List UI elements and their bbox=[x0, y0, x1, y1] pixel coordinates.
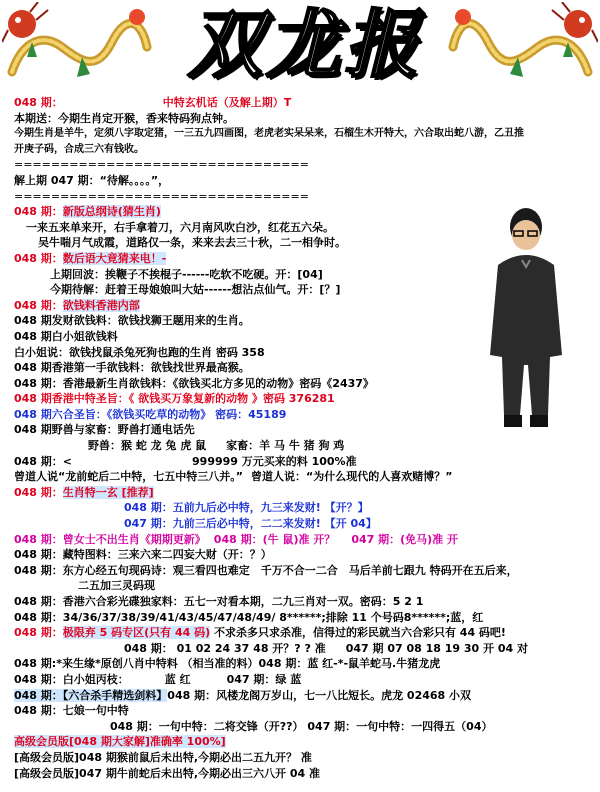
text-segment: 048 期：五前九后必中特，九三来发财! 【开？】 bbox=[124, 501, 369, 515]
text-line bbox=[14, 563, 594, 579]
text-line bbox=[14, 126, 594, 142]
text-segment: 048 期：【六合杀手精选剑料】 bbox=[14, 688, 168, 702]
dragon-left-icon bbox=[2, 2, 152, 90]
text-segment: 048 期香港第一手欲钱料：欲钱找世界最高猴。 bbox=[14, 361, 250, 375]
text-segment: 曾道人说：“为什么现代的人喜欢赌博？” bbox=[250, 470, 453, 484]
text-segment: 048 期：(牛 鼠)准 开？ bbox=[213, 532, 336, 546]
text-segment: 048 期发财欲钱料：欲钱找狮王题用来的生肖。 bbox=[14, 314, 250, 328]
text-segment: 白小姐说：欲钱找鼠杀兔死狗也跑的生肖 密码 358 bbox=[14, 345, 265, 359]
text-line bbox=[14, 578, 594, 594]
text-line bbox=[14, 485, 594, 501]
text-segment: 中特玄机话（及解上期）T bbox=[162, 96, 292, 109]
text-line bbox=[14, 547, 594, 563]
dragon-right-icon bbox=[448, 2, 598, 90]
text-segment: 048 期香港中特圣旨：《 欲钱买万象复新的动物 》密码 376281 bbox=[14, 392, 335, 406]
text-line bbox=[14, 95, 594, 111]
text-line bbox=[14, 500, 594, 516]
text-segment: 048 期： bbox=[14, 205, 63, 219]
man-portrait-icon bbox=[478, 205, 573, 450]
text-line bbox=[14, 516, 594, 532]
text-segment: 今期待解：赶着王母娘娘叫大姑------想沾点仙气。开：[？] bbox=[50, 283, 341, 297]
text-line bbox=[14, 142, 594, 158]
text-segment: 今期生肖是羊牛，定须八字取定猪，一三五九四画图，老虎老实呆呆来，石榴生木开特大，六合取出蛇八游，乙丑推 bbox=[14, 128, 524, 140]
text-segment: 048 期： bbox=[14, 298, 63, 312]
text-segment: 家畜：羊 马 牛 猪 狗 鸡 bbox=[226, 439, 345, 453]
text-line bbox=[14, 189, 594, 205]
text-line bbox=[14, 157, 594, 173]
text-line bbox=[14, 532, 594, 548]
text-segment: 蓝 红 bbox=[164, 672, 191, 686]
text-line bbox=[14, 734, 594, 750]
text-line bbox=[14, 641, 594, 657]
text-segment: 048 期：香港最新生肖欲钱料：《欲钱买北方多见的动物》密码《2437》 bbox=[14, 376, 374, 390]
text-line bbox=[14, 625, 594, 641]
page-header bbox=[0, 0, 600, 95]
text-segment: 048 期：风楼龙阁万岁山，七一八比短长。虎龙 02468 小双 bbox=[167, 688, 472, 702]
text-segment: 数后语大竟猜来电！- bbox=[62, 251, 167, 265]
text-segment: [高级会员版]048 期猴前鼠后未出特,今期必出二五九开？ 准 bbox=[14, 750, 312, 764]
text-segment: 048 期：七娘一句中特 bbox=[14, 704, 129, 718]
text-line bbox=[14, 719, 594, 735]
text-segment: 048 期： 01 02 24 37 48 开？? ? 准 bbox=[124, 641, 326, 655]
text-segment: 048 期：34/36/37/38/39/41/43/45/47/48/49/ 8******;排除 11 个号码8******;蓝，红 bbox=[14, 610, 484, 624]
text-segment: 048 期：香港六合彩光碟独家料：五七一对看本期，二九三肖对一双。密码：5 2 1 bbox=[14, 595, 424, 608]
page-title: 双龙报 bbox=[188, 2, 422, 88]
text-segment: 048 期六合圣旨：《欲钱买吃草的动物》 密码：45189 bbox=[14, 407, 287, 421]
text-segment: 048 期:*来生缘*原创八肖中特料 （相当准的料）048 期：蓝 红-*-鼠羊蛇马.牛猪龙虎 bbox=[14, 657, 441, 671]
text-segment: 048 期：白小姐丙枝： bbox=[14, 672, 129, 686]
text-segment: 野兽：猴 蛇 龙 兔 虎 鼠 bbox=[88, 439, 207, 453]
text-line bbox=[14, 750, 594, 766]
text-segment: 新版总纲诗(猜生肖) bbox=[62, 205, 161, 219]
text-segment: 048 期：东方心经五句现码诗：观三看四也难定 千万不合一二合 马后羊前七跟九 特码开在五后来， bbox=[14, 563, 518, 577]
text-segment: ================================ bbox=[14, 158, 309, 172]
text-segment: 一来五来单来开，右手拿着刀，六月南风吹白沙，红花五六朵。 bbox=[26, 220, 334, 234]
text-segment: [高级会员版]047 期牛前蛇后未出特,今期必出三六八开 04 准 bbox=[14, 766, 320, 780]
text-segment: 047 期：绿 蓝 bbox=[226, 672, 302, 686]
text-segment: 生肖特一玄 [推荐] bbox=[62, 485, 154, 499]
text-line bbox=[14, 594, 594, 610]
text-line bbox=[14, 469, 594, 485]
text-line bbox=[14, 173, 594, 189]
text-segment: 极限弃 5 码专区(只有 44 码) bbox=[62, 626, 211, 640]
text-segment: 048 期： bbox=[14, 626, 63, 640]
text-line bbox=[14, 703, 594, 719]
text-segment: 解上期 047 期：“待解。。。。”， bbox=[14, 173, 170, 187]
text-line bbox=[14, 111, 594, 127]
text-segment: 曾道人说“龙前蛇后二中特，七五中特三八并。” bbox=[14, 470, 243, 484]
text-segment: 本期送：今期生肖定开猴，香来特码狗点钟。 bbox=[14, 111, 234, 125]
text-line bbox=[14, 672, 594, 688]
text-segment: 048 期： bbox=[14, 251, 63, 265]
text-segment: 开庚子码，合成三六有钱收。 bbox=[14, 143, 144, 155]
text-segment: 048 期：一句中特：二将交锋（开??） 047 期：一句中特：一四得五（04） bbox=[110, 719, 493, 733]
text-segment: 047 期 07 08 18 19 30 开 04 对 bbox=[345, 641, 529, 655]
text-line bbox=[14, 610, 594, 626]
text-segment: 不求杀多只求杀准，信得过的彩民就当六合彩只有 44 码吧! bbox=[210, 626, 506, 640]
text-segment: 999999 万元买来的料 100%准 bbox=[192, 454, 357, 468]
text-segment: 048 期白小姐欲钱料 bbox=[14, 329, 118, 343]
text-segment: 048 期： bbox=[14, 485, 63, 499]
text-segment: 吴牛喘月气成霞，道路仅一条，来来去去三十秋，二一相争时。 bbox=[38, 236, 346, 250]
text-line bbox=[14, 688, 594, 704]
text-segment: 048 期野兽与家畜：野兽打通电话先 bbox=[14, 423, 195, 437]
text-segment: 048 期：< bbox=[14, 454, 73, 468]
text-segment: 048 期：藏特图料：三来六来二四妄大财（开：？） bbox=[14, 548, 272, 562]
text-segment: 高级会员版[048 期大家解]准确率 100%] bbox=[14, 735, 226, 749]
text-line bbox=[14, 766, 594, 782]
text-line bbox=[14, 656, 594, 672]
text-segment: 048 期：曾女士不出生肖《期期更新》 bbox=[14, 532, 206, 546]
text-segment: ================================ bbox=[14, 189, 309, 203]
text-segment: 048 期： bbox=[14, 96, 63, 109]
text-segment: 欲钱料香港内部 bbox=[62, 298, 140, 312]
text-segment: 上期回波：挨鞭子不挨棍子------吃软不吃硬。开：[04] bbox=[50, 267, 323, 281]
text-line bbox=[14, 454, 594, 470]
text-segment: 047 期：(免马)准 开 bbox=[351, 532, 458, 546]
text-segment: 二五加三灵码现 bbox=[78, 579, 155, 593]
text-segment: 047 期：九前三后必中特，二二来发财! 【开 04】 bbox=[124, 517, 377, 531]
